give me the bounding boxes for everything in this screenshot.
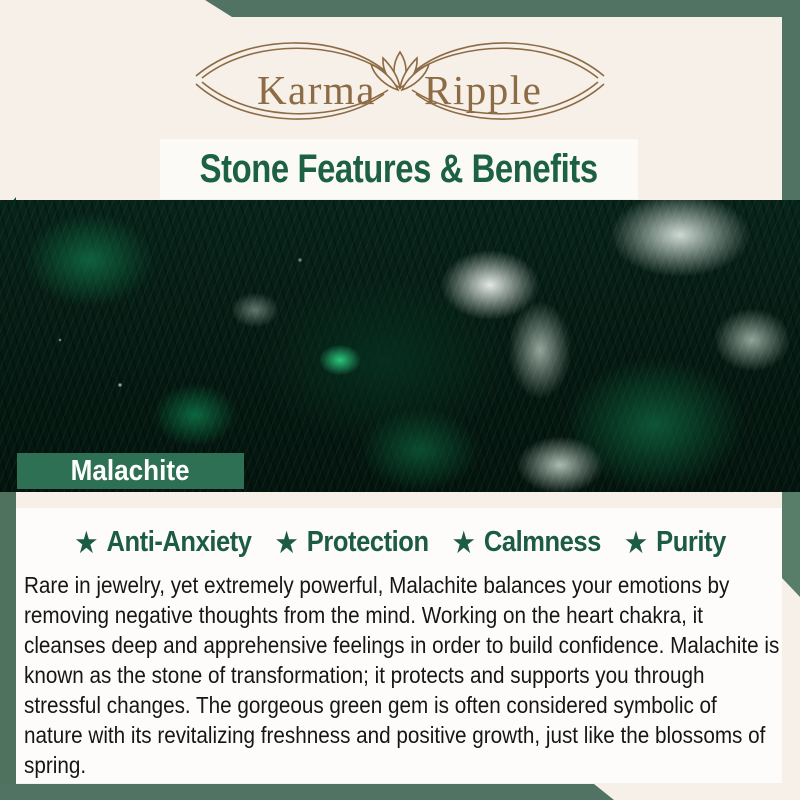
brand-name-right: Ripple: [424, 67, 543, 113]
star-icon: ★: [451, 524, 476, 560]
malachite-photo: [0, 200, 800, 492]
section-heading-box: [160, 139, 638, 199]
feature-anti-anxiety: [74, 526, 251, 559]
top-ribbon-accent: [0, 0, 800, 17]
feature-label: Purity: [656, 525, 726, 558]
section-heading: Stone Features & Benefits: [199, 146, 599, 191]
feature-label: Anti-Anxiety: [106, 525, 252, 558]
lotus-icon: [371, 52, 429, 90]
stone-name-badge: [17, 453, 244, 489]
brand-name-left: Karma: [256, 67, 376, 113]
feature-protection: [274, 526, 428, 559]
feature-purity: [624, 526, 726, 559]
star-icon: ★: [623, 524, 649, 560]
bottom-ribbon-accent: [0, 784, 614, 800]
feature-calmness: [451, 526, 600, 559]
feature-label: Protection: [306, 525, 429, 558]
stone-description: Rare in jewelry, yet extremely powerful, Malachite balances your emotions by removing negative thoughts from the mind. Working on the heart chakra, it cleanses deep and apprehensive feelings in order to build confidence. Malachite is known as the stone of transformation; it protects and supports you through stressful changes. The gorgeous green gem is often considered symbolic of nature with its revitalizing freshness and positive growth, just like the blossoms of spring.: [24, 572, 780, 778]
star-icon: ★: [274, 524, 299, 560]
brand-logo: [160, 28, 640, 132]
stone-name: Malachite: [71, 454, 190, 487]
star-icon: ★: [74, 524, 99, 560]
features-row: [48, 521, 752, 563]
feature-label: Calmness: [483, 525, 601, 558]
